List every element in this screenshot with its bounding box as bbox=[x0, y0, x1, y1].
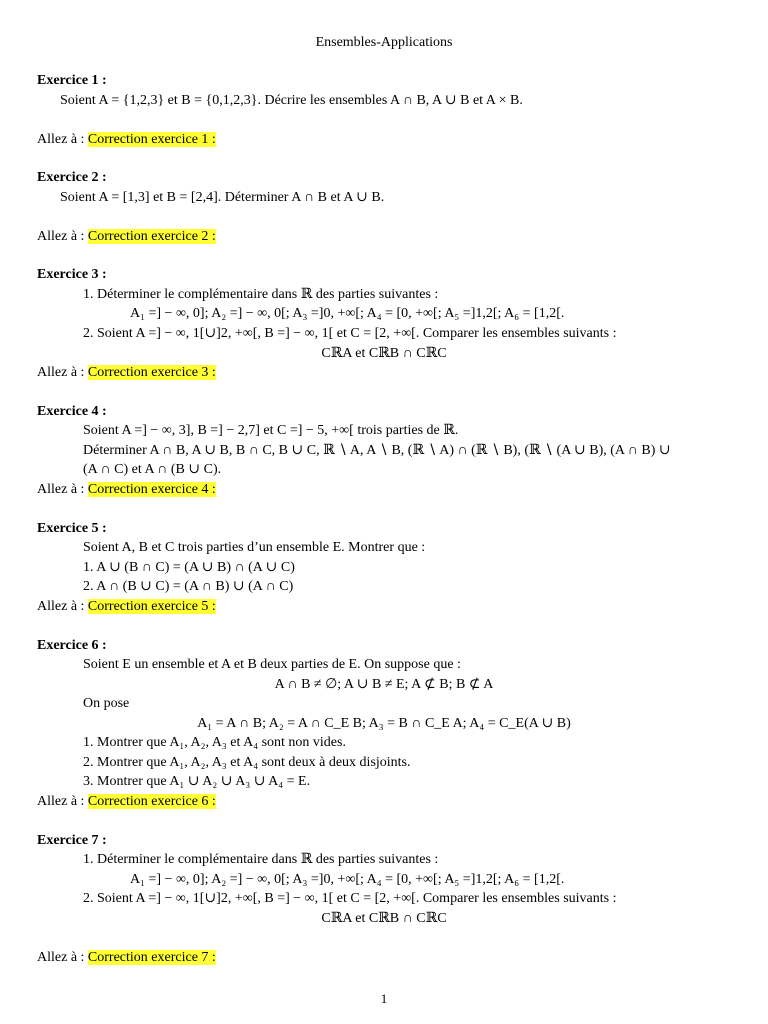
exercise-6-item-1: 1. Montrer que A₁, A₂, A₃ et A₄ sont non vides. bbox=[83, 735, 346, 750]
exercise-7-sets: A₁ =] − ∞, 0]; A₂ =] − ∞, 0[; A₃ =]0, +∞[; A₄ = [0, +∞[; A₅ =]1,2[; A₆ = [1,2[. bbox=[130, 872, 565, 887]
exercise-5-goto: Allez à : Correction exercice 5 : bbox=[37, 599, 216, 614]
exercise-4-heading: Exercice 4 : bbox=[37, 404, 107, 419]
exercise-7-item-1: 1. Déterminer le complémentaire dans ℝ des parties suivantes : bbox=[83, 852, 439, 867]
exercise-2-statement: Soient A = [1,3] et B = [2,4]. Déterminer A ∩ B et A ∪ B. bbox=[60, 190, 385, 205]
exercise-1-heading: Exercice 1 : bbox=[37, 73, 107, 88]
exercise-3-sets: A₁ =] − ∞, 0]; A₂ =] − ∞, 0[; A₃ =]0, +∞[; A₄ = [0, +∞[; A₅ =]1,2[; A₆ = [1,2[. bbox=[130, 306, 565, 321]
exercise-2-heading: Exercice 2 : bbox=[37, 170, 107, 185]
page-title: Ensembles-Applications bbox=[315, 35, 453, 50]
exercise-3-item-1: 1. Déterminer le complémentaire dans ℝ des parties suivantes : bbox=[83, 287, 439, 302]
exercise-5-item-2: 2. A ∩ (B ∪ C) = (A ∩ B) ∪ (A ∩ C) bbox=[83, 579, 294, 594]
page-number: 1 bbox=[380, 991, 388, 1006]
exercise-1-goto: Allez à : Correction exercice 1 : bbox=[37, 132, 216, 147]
correction-5-link[interactable]: Correction exercice 5 : bbox=[87, 599, 216, 614]
exercise-4-line-3: (A ∩ C) et A ∩ (B ∪ C). bbox=[83, 462, 222, 477]
exercise-3-compare: CℝA et CℝB ∩ CℝC bbox=[321, 346, 447, 361]
exercise-6-item-2: 2. Montrer que A₁, A₂, A₃ et A₄ sont deux à deux disjoints. bbox=[83, 755, 411, 770]
exercise-6-on-pose: On pose bbox=[83, 696, 130, 711]
exercise-7-item-2: 2. Soient A =] − ∞, 1[∪]2, +∞[, B =] − ∞, 1[ et C = [2, +∞[. Comparer les ensembles suivants : bbox=[83, 891, 617, 906]
correction-6-link[interactable]: Correction exercice 6 : bbox=[87, 794, 216, 809]
exercise-6-hypothesis: A ∩ B ≠ ∅; A ∪ B ≠ E; A ⊄ B; B ⊄ A bbox=[274, 677, 494, 692]
exercise-1-statement: Soient A = {1,2,3} et B = {0,1,2,3}. Décrire les ensembles A ∩ B, A ∪ B et A × B. bbox=[60, 93, 523, 108]
exercise-5-item-1: 1. A ∪ (B ∩ C) = (A ∪ B) ∩ (A ∪ C) bbox=[83, 560, 295, 575]
correction-7-link[interactable]: Correction exercice 7 : bbox=[87, 950, 216, 965]
exercise-3-heading: Exercice 3 : bbox=[37, 267, 107, 282]
exercise-4-line-1: Soient A =] − ∞, 3], B =] − 2,7] et C =] − 5, +∞[ trois parties de ℝ. bbox=[83, 423, 459, 438]
exercise-4-line-2: Déterminer A ∩ B, A ∪ B, B ∩ C, B ∪ C, ℝ ∖ A, A ∖ B, (ℝ ∖ A) ∩ (ℝ ∖ B), (ℝ ∖ (A ∪ B), (A ∩ B) ∪ bbox=[83, 443, 671, 458]
exercise-2-goto: Allez à : Correction exercice 2 : bbox=[37, 229, 216, 244]
exercise-5-heading: Exercice 5 : bbox=[37, 521, 107, 536]
exercise-7-compare: CℝA et CℝB ∩ CℝC bbox=[321, 911, 447, 926]
exercise-6-definitions: A₁ = A ∩ B; A₂ = A ∩ C_E B; A₃ = B ∩ C_E A; A₄ = C_E(A ∪ B) bbox=[197, 716, 571, 731]
correction-3-link[interactable]: Correction exercice 3 : bbox=[87, 365, 216, 380]
exercise-3-item-2: 2. Soient A =] − ∞, 1[∪]2, +∞[, B =] − ∞, 1[ et C = [2, +∞[. Comparer les ensembles suivants : bbox=[83, 326, 617, 341]
exercise-5-line-1: Soient A, B et C trois parties d’un ensemble E. Montrer que : bbox=[83, 540, 426, 555]
correction-4-link[interactable]: Correction exercice 4 : bbox=[87, 482, 216, 497]
exercise-6-line-1: Soient E un ensemble et A et B deux parties de E. On suppose que : bbox=[83, 657, 461, 672]
exercise-6-item-3: 3. Montrer que A₁ ∪ A₂ ∪ A₃ ∪ A₄ = E. bbox=[83, 774, 311, 789]
exercise-3-goto: Allez à : Correction exercice 3 : bbox=[37, 365, 216, 380]
correction-2-link[interactable]: Correction exercice 2 : bbox=[87, 229, 216, 244]
correction-1-link[interactable]: Correction exercice 1 : bbox=[87, 132, 216, 147]
exercise-4-goto: Allez à : Correction exercice 4 : bbox=[37, 482, 216, 497]
exercise-6-goto: Allez à : Correction exercice 6 : bbox=[37, 794, 216, 809]
exercise-6-heading: Exercice 6 : bbox=[37, 638, 107, 653]
exercise-7-goto: Allez à : Correction exercice 7 : bbox=[37, 950, 216, 965]
exercise-7-heading: Exercice 7 : bbox=[37, 833, 107, 848]
